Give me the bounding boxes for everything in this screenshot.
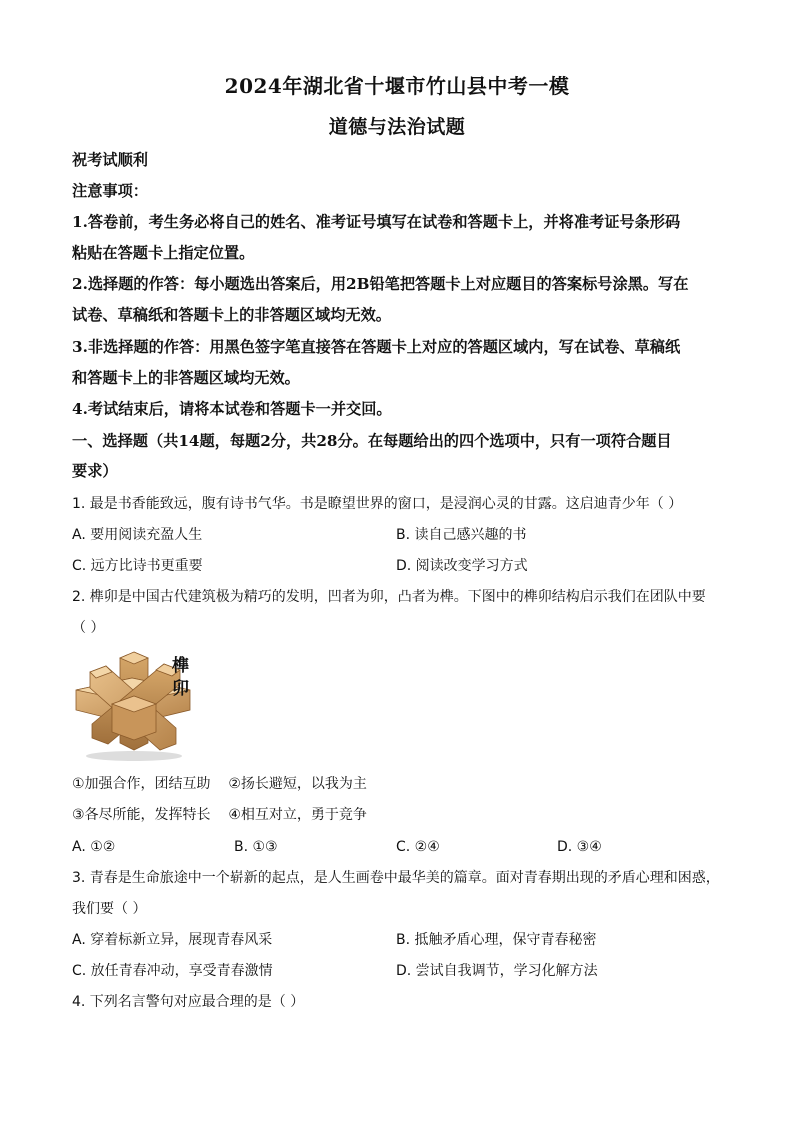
note-line: 2.选择题的作答：每小题选出答案后，用2B铅笔把答题卡上对应题目的答案标号涂黑。写在 bbox=[72, 275, 689, 293]
question-2-stem: 2. 榫卯是中国古代建筑极为精巧的发明，凹者为卯，凸者为榫。下图中的榫卯结构启示我们在团队中要 bbox=[72, 589, 706, 605]
figure-label-mao: 卯 bbox=[172, 679, 189, 699]
note-line: 粘贴在答题卡上指定位置。 bbox=[72, 244, 255, 262]
q2-option-d[interactable]: D. ③④ bbox=[557, 839, 602, 855]
q2-statements-1: ①加强合作，团结互助 ②扬长避短，以我为主 bbox=[72, 776, 367, 792]
q2-statements-2: ③各尽所能，发挥特长 ④相互对立，勇于竞争 bbox=[72, 807, 367, 823]
figure-label-sun: 榫 bbox=[172, 656, 189, 676]
note-line: 试卷、草稿纸和答题卡上的非答题区域均无效。 bbox=[72, 306, 391, 324]
note-line: 和答题卡上的非答题区域均无效。 bbox=[72, 369, 300, 387]
note-line: 4.考试结束后，请将本试卷和答题卡一并交回。 bbox=[72, 400, 392, 418]
q1-option-d[interactable]: D. 阅读改变学习方式 bbox=[396, 558, 528, 574]
note-line: 1.答卷前，考生务必将自己的姓名、准考证号填写在试卷和答题卡上，并将准考证号条形码 bbox=[72, 213, 681, 231]
notice-heading: 注意事项： bbox=[72, 182, 148, 200]
q3-option-a[interactable]: A. 穿着标新立异，展现青春风采 bbox=[72, 932, 273, 948]
wish-text: 祝考试顺利 bbox=[72, 151, 148, 169]
section-heading-cont: 要求） bbox=[72, 462, 118, 480]
question-2-stem-cont: （ ） bbox=[72, 620, 105, 636]
section-heading: 一、选择题（共14题，每题2分，共28分。在每题给出的四个选项中，只有一项符合题目 bbox=[72, 432, 672, 450]
q3-option-c[interactable]: C. 放任青春冲动，享受青春激情 bbox=[72, 963, 273, 979]
exam-subtitle: 道德与法治试题 bbox=[328, 116, 466, 138]
q1-option-a[interactable]: A. 要用阅读充盈人生 bbox=[72, 527, 203, 543]
q2-option-a[interactable]: A. ①② bbox=[72, 839, 116, 855]
q1-option-c[interactable]: C. 远方比诗书更重要 bbox=[72, 558, 203, 574]
q2-option-c[interactable]: C. ②④ bbox=[396, 839, 440, 855]
question-4-stem: 4. 下列名言警句对应最合理的是（ ） bbox=[72, 994, 305, 1010]
question-1-stem: 1. 最是书香能致远，腹有诗书气华。书是瞭望世界的窗口，是浸润心灵的甘露。这启迪青少年（ ） bbox=[72, 496, 683, 512]
q1-option-b[interactable]: B. 读自己感兴趣的书 bbox=[396, 527, 527, 543]
question-3-stem: 3. 青春是生命旅途中一个崭新的起点，是人生画卷中最华美的篇章。面对青春期出现的矛盾心理和困惑， bbox=[72, 870, 720, 886]
note-line: 3.非选择题的作答：用黑色签字笔直接答在答题卡上对应的答题区域内，写在试卷、草稿纸 bbox=[72, 338, 681, 356]
q2-option-b[interactable]: B. ①③ bbox=[234, 839, 278, 855]
question-3-stem-cont: 我们要（ ） bbox=[72, 901, 147, 917]
exam-title: 2024年湖北省十堰市竹山县中考一模 bbox=[224, 74, 570, 98]
q3-option-b[interactable]: B. 抵触矛盾心理，保守青春秘密 bbox=[396, 932, 597, 948]
q3-option-d[interactable]: D. 尝试自我调节，学习化解方法 bbox=[396, 963, 598, 979]
